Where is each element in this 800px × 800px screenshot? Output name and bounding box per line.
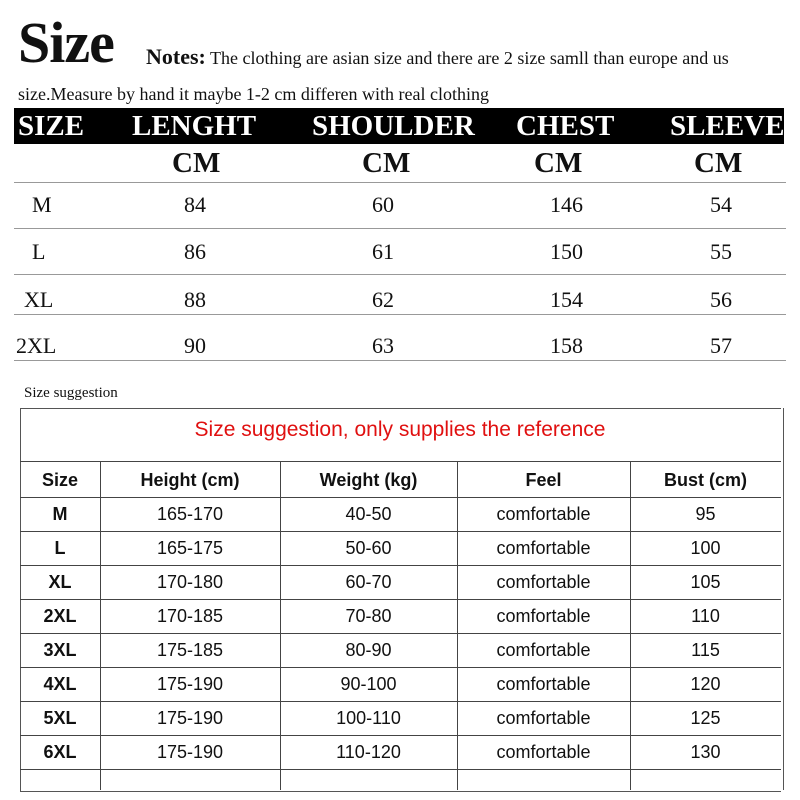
bust-cell: 115 [691,640,720,660]
column-header-length: LENGHT [132,110,257,142]
height-cell: 175-190 [156,674,224,694]
bust-cell: 95 [695,504,716,524]
height-cell: 175-190 [156,708,224,728]
shoulder-cell: 62 [372,287,394,312]
weight-cell: 40-50 [345,504,392,524]
divider [14,274,786,275]
sleeve-cell: 56 [710,287,732,312]
bust-cell: 120 [690,674,721,694]
suggestion-table-title: Size suggestion, only supplies the reference [194,418,606,441]
feel-cell: comfortable [496,708,591,728]
divider [14,360,786,361]
sleeve-cell: 57 [710,333,732,358]
bust-cell: 110 [691,606,720,626]
height-cell: 175-190 [156,742,224,762]
column-header-chest: CHEST [516,110,615,142]
size-cell: M [32,192,52,217]
sleeve-cell: 54 [710,192,732,217]
bust-cell: 100 [690,538,721,558]
table-row [14,230,786,276]
column-header-height: Height (cm) [140,470,240,490]
size-cell: L [32,239,46,264]
height-cell: 175-185 [156,640,224,660]
length-cell: 88 [184,287,206,312]
divider [20,769,781,770]
table-row [14,278,786,324]
unit-label-shoulder: CM [362,147,411,179]
table-row [14,324,786,370]
size-suggestion-caption: Size suggestion [24,385,118,401]
feel-cell: comfortable [496,742,591,762]
weight-cell: 110-120 [336,742,401,762]
sleeve-cell: 55 [710,239,732,264]
size-cell: 2XL [16,333,57,358]
divider [14,228,786,229]
length-cell: 90 [184,333,206,358]
feel-cell: comfortable [496,674,591,694]
weight-cell: 60-70 [345,572,392,592]
divider [14,314,786,315]
column-header-shoulder: SHOULDER [312,110,475,142]
weight-cell: 70-80 [345,606,392,626]
unit-label-length: CM [172,147,221,179]
feel-cell: comfortable [496,538,591,558]
notes-label: Notes: [146,44,206,69]
feel-cell: comfortable [496,606,591,626]
height-cell: 170-180 [156,572,224,592]
shoulder-cell: 61 [372,239,394,264]
table-border [783,408,784,790]
divider [20,461,781,462]
column-header-size: Size [41,470,79,490]
weight-cell: 80-90 [345,640,392,660]
feel-cell: comfortable [496,572,591,592]
measure-table-header [14,108,784,144]
size-cell: M [52,504,68,524]
column-header-size: SIZE [18,110,85,142]
notes-text-line-1: The clothing are asian size and there are 2 size samll than europe and us [210,48,729,68]
chest-cell: 154 [550,287,583,312]
bust-cell: 125 [690,708,721,728]
height-cell: 165-175 [156,538,224,558]
chest-cell: 158 [550,333,583,358]
column-header-bust: Bust (cm) [663,470,747,490]
unit-label-chest: CM [534,147,583,179]
shoulder-cell: 63 [372,333,394,358]
length-cell: 84 [184,192,206,217]
size-cell: XL [24,287,54,312]
size-cell: 6XL [43,742,77,762]
bust-cell: 130 [690,742,721,762]
shoulder-cell: 60 [372,192,394,217]
height-cell: 170-185 [156,606,224,626]
weight-cell: 100-110 [336,708,401,728]
feel-cell: comfortable [496,504,591,524]
unit-label-sleeve: CM [694,147,743,179]
weight-cell: 90-100 [340,674,397,694]
column-header-feel: Feel [525,470,562,490]
page-title: Size [18,10,114,75]
size-cell: 2XL [43,606,77,626]
weight-cell: 50-60 [345,538,392,558]
table-row [14,183,786,229]
column-header-sleeve: SLEEVE [670,110,785,142]
feel-cell: comfortable [496,640,591,660]
size-cell: 5XL [43,708,77,728]
size-cell: 3XL [43,640,77,660]
length-cell: 86 [184,239,206,264]
size-cell: 4XL [43,674,77,694]
size-cell: XL [48,572,72,592]
bust-cell: 105 [690,572,721,592]
chest-cell: 150 [550,239,583,264]
notes-text-line-2: size.Measure by hand it maybe 1-2 cm differen with real clothing [18,84,490,104]
column-header-weight: Weight (kg) [319,470,418,490]
height-cell: 165-170 [156,504,224,524]
size-cell: L [54,538,66,558]
chest-cell: 146 [550,192,583,217]
